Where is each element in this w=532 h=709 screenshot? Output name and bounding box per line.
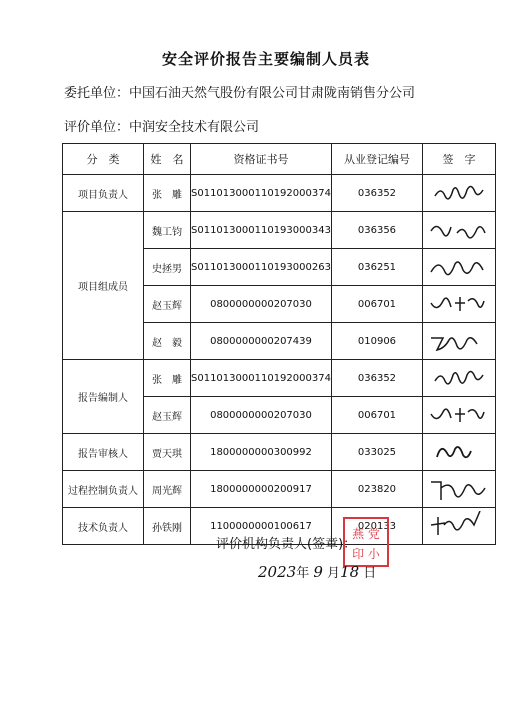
handwritten-signature bbox=[427, 326, 491, 356]
cert-cell: S011013000110192000374 bbox=[191, 360, 332, 397]
category-cell: 报告审核人 bbox=[63, 434, 144, 471]
handwritten-signature bbox=[429, 437, 489, 467]
header-reg: 从业登记编号 bbox=[331, 144, 422, 175]
evaluator-line bbox=[64, 116, 259, 135]
signature-cell bbox=[422, 175, 495, 212]
signature-cell bbox=[422, 471, 495, 508]
date-day-unit: 日 bbox=[363, 566, 377, 581]
category-cell: 技术负责人 bbox=[63, 508, 144, 545]
date-day: 18 bbox=[340, 563, 360, 581]
client-label: 委托单位： bbox=[64, 86, 130, 101]
handwritten-signature bbox=[427, 511, 491, 541]
reg-cell: 020133 bbox=[331, 508, 422, 545]
name-cell: 赵 毅 bbox=[144, 323, 191, 360]
category-cell: 项目组成员 bbox=[63, 212, 144, 360]
reg-cell: 036251 bbox=[331, 249, 422, 286]
handwritten-signature bbox=[429, 363, 489, 393]
handwritten-signature bbox=[427, 289, 491, 319]
date-line bbox=[258, 562, 376, 581]
handwritten-signature bbox=[427, 215, 491, 245]
cert-cell: 0800000000207439 bbox=[191, 323, 332, 360]
name-cell: 赵玉辉 bbox=[144, 397, 191, 434]
table-header-row bbox=[63, 144, 496, 175]
reg-cell: 036352 bbox=[331, 175, 422, 212]
table-row bbox=[63, 175, 496, 212]
signature-cell bbox=[422, 360, 495, 397]
signature-cell bbox=[422, 212, 495, 249]
header-category: 分 类 bbox=[63, 144, 144, 175]
name-cell: 张 雕 bbox=[144, 175, 191, 212]
reg-cell: 036352 bbox=[331, 360, 422, 397]
cert-cell: S011013000110192000374 bbox=[191, 175, 332, 212]
signature-cell bbox=[422, 286, 495, 323]
svg-text:燕 党: 燕 党 bbox=[352, 527, 380, 541]
reg-cell: 023820 bbox=[331, 471, 422, 508]
name-cell: 孙铁刚 bbox=[144, 508, 191, 545]
name-cell: 赵玉辉 bbox=[144, 286, 191, 323]
client-line bbox=[64, 82, 415, 101]
reg-cell: 033025 bbox=[331, 434, 422, 471]
category-cell: 过程控制负责人 bbox=[63, 471, 144, 508]
reg-cell: 006701 bbox=[331, 286, 422, 323]
table-row bbox=[63, 434, 496, 471]
cert-cell: S011013000110193000343 bbox=[191, 212, 332, 249]
header-name: 姓 名 bbox=[144, 144, 191, 175]
date-month-unit: 月 bbox=[327, 566, 341, 581]
name-cell: 张 雕 bbox=[144, 360, 191, 397]
staff-table bbox=[62, 143, 496, 545]
reg-cell: 006701 bbox=[331, 397, 422, 434]
cert-cell: 0800000000207030 bbox=[191, 286, 332, 323]
category-cell: 项目负责人 bbox=[63, 175, 144, 212]
reg-cell: 010906 bbox=[331, 323, 422, 360]
header-signature: 签 字 bbox=[422, 144, 495, 175]
date-year-unit: 年 bbox=[296, 566, 310, 581]
document-title: 安全评价报告主要编制人员表 bbox=[161, 50, 370, 68]
handwritten-signature bbox=[427, 400, 491, 430]
name-cell: 贾天琪 bbox=[144, 434, 191, 471]
signature-cell bbox=[422, 397, 495, 434]
table-row bbox=[63, 360, 496, 397]
client-value: 中国石油天然气股份有限公司甘肃陇南销售分公司 bbox=[129, 86, 416, 101]
header-cert: 资格证书号 bbox=[191, 144, 332, 175]
cert-cell: 1100000000100617 bbox=[191, 508, 332, 545]
cert-cell: S011013000110193000263 bbox=[191, 249, 332, 286]
reg-cell: 036356 bbox=[331, 212, 422, 249]
cert-cell: 0800000000207030 bbox=[191, 397, 332, 434]
date-year: 2023 bbox=[258, 563, 297, 581]
cert-cell: 1800000000200917 bbox=[191, 471, 332, 508]
signature-label: 评价机构负责人(签章)： bbox=[216, 537, 357, 552]
table-row bbox=[63, 212, 496, 249]
name-cell: 史拯男 bbox=[144, 249, 191, 286]
seal-icon bbox=[342, 516, 390, 568]
category-cell: 报告编制人 bbox=[63, 360, 144, 434]
handwritten-signature bbox=[427, 474, 491, 504]
cert-cell: 1800000000300992 bbox=[191, 434, 332, 471]
signature-cell bbox=[422, 249, 495, 286]
date-month: 9 bbox=[313, 563, 323, 581]
signature-cell bbox=[422, 434, 495, 471]
table-row bbox=[63, 471, 496, 508]
handwritten-signature bbox=[427, 252, 491, 282]
name-cell: 周光辉 bbox=[144, 471, 191, 508]
signature-cell bbox=[422, 323, 495, 360]
svg-text:印 小: 印 小 bbox=[352, 547, 380, 561]
handwritten-signature bbox=[429, 178, 489, 208]
signature-cell bbox=[422, 508, 495, 545]
name-cell: 魏工钧 bbox=[144, 212, 191, 249]
red-seal-stamp bbox=[342, 516, 390, 568]
evaluator-label: 评价单位： bbox=[64, 120, 130, 135]
evaluator-value: 中润安全技术有限公司 bbox=[129, 120, 260, 135]
